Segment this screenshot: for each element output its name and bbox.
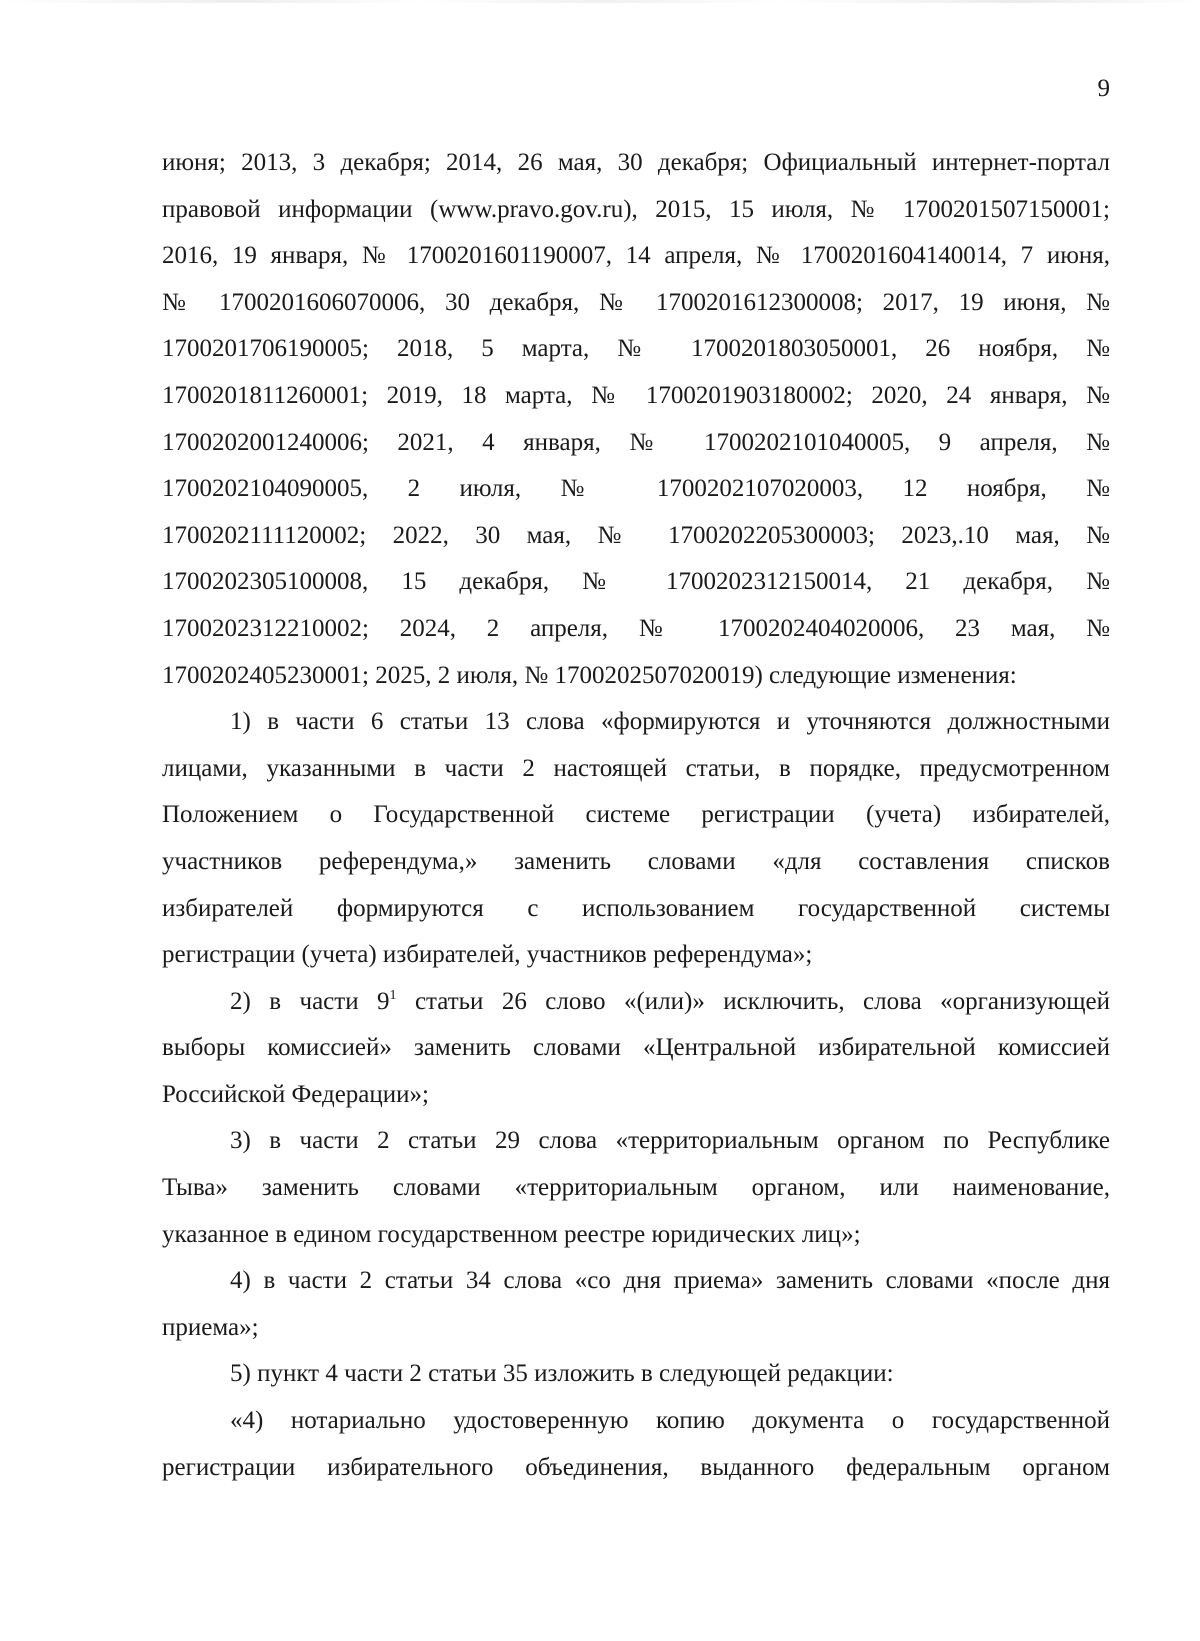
item-1	[162, 699, 1110, 979]
text-line: июня; 2013, 3 декабря; 2014, 26 мая, 30 декабря; Официальный интернет-портал	[162, 149, 1110, 176]
text-line: 1700201811260001; 2019, 18 марта, № 1700201903180002; 2020, 24 января, №	[162, 381, 1110, 409]
text-line: участников референдума,» заменить словами «для составления списков	[162, 847, 1110, 875]
text-line: 1700202405230001; 2025, 2 июля, № 1700202507020019) следующие изменения:	[162, 661, 1017, 689]
text-line	[162, 979, 1110, 1026]
text-line: 1700202312210002; 2024, 2 апреля, № 1700202404020006, 23 мая, №	[162, 614, 1110, 642]
text-line: 1700202104090005, 2 июля, № 1700202107020003, 12 ноября, №	[162, 475, 1110, 503]
item-6	[162, 1398, 1110, 1491]
text-line: «4) нотариально удостоверенную копию документа о государственной	[230, 1407, 1110, 1435]
text-line: выборы комиссией» заменить словами «Центральной избирательной комиссией	[162, 1034, 1110, 1062]
text-line: 1700202111120002; 2022, 30 мая, № 1700202205300003; 2023,.10 мая, №	[162, 521, 1110, 549]
text-line: избирателей формируются с использованием государственной системы	[162, 894, 1110, 922]
item-2-text-b: статьи 26 слово «(или)» исключить, слова «организующей	[396, 987, 1110, 1015]
text-line: 3) в части 2 статьи 29 слова «территориальным органом по Республике	[230, 1127, 1110, 1155]
superscript: 1	[389, 987, 397, 1003]
document-body	[162, 140, 1110, 1491]
item-5	[162, 1351, 1110, 1398]
text-line: приема»;	[162, 1313, 259, 1341]
item-2-text-a: 2) в части 9	[230, 987, 390, 1015]
text-line: 1) в части 6 статьи 13 слова «формируются и уточняются должностными	[230, 708, 1110, 736]
text-line: 1700202001240006; 2021, 4 января, № 1700202101040005, 9 апреля, №	[162, 428, 1110, 456]
text-line: 5) пункт 4 части 2 статьи 35 изложить в следующей редакции:	[230, 1360, 894, 1388]
scan-edge	[0, 0, 1200, 3]
text-line: регистрации избирательного объединения, выданного федеральным органом	[162, 1453, 1110, 1481]
text-line: регистрации (учета) избирателей, участников референдума»;	[162, 941, 813, 969]
text-line: Тыва» заменить словами «территориальным органом, или наименование,	[162, 1174, 1110, 1202]
paragraph-continuation	[162, 140, 1110, 699]
item-3	[162, 1118, 1110, 1258]
text-line: лицами, указанными в части 2 настоящей статьи, в порядке, предусмотренном	[162, 754, 1110, 782]
item-4	[162, 1258, 1110, 1351]
text-line: Положением о Государственной системе регистрации (учета) избирателей,	[162, 801, 1110, 829]
text-line: правовой информации (www.pravo.gov.ru), 2015, 15 июля, № 1700201507150001;	[162, 195, 1110, 223]
text-line: 4) в части 2 статьи 34 слова «со дня приема» заменить словами «после дня	[230, 1267, 1110, 1295]
text-line: указанное в едином государственном реестре юридических лиц»;	[162, 1220, 861, 1248]
text-line: Российской Федерации»;	[162, 1080, 429, 1108]
text-line: 1700201706190005; 2018, 5 марта, № 1700201803050001, 26 ноября, №	[162, 335, 1110, 363]
page-number: 9	[1097, 75, 1110, 102]
item-2	[162, 979, 1110, 1119]
text-line: 1700202305100008, 15 декабря, № 1700202312150014, 21 декабря, №	[162, 568, 1110, 596]
text-line: 2016, 19 января, № 1700201601190007, 14 апреля, № 1700201604140014, 7 июня,	[162, 242, 1110, 270]
text-line: № 1700201606070006, 30 декабря, № 1700201612300008; 2017, 19 июня, №	[162, 288, 1110, 316]
